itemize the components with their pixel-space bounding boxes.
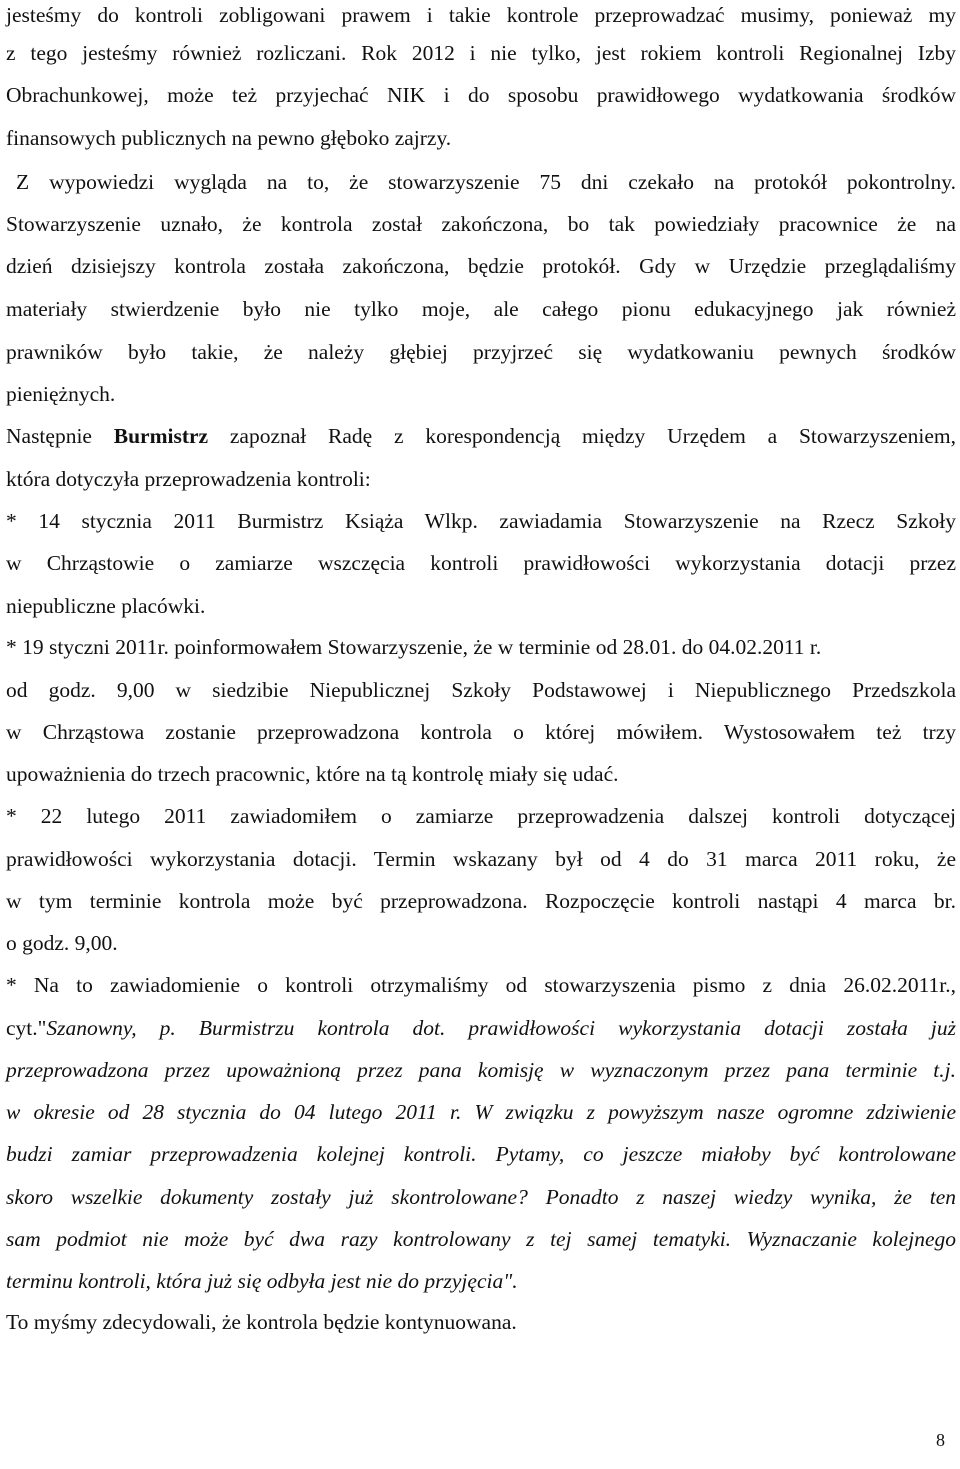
quote-line: terminu kontroli, która już się odbyła jest nie do przyjęcia". bbox=[6, 1269, 518, 1293]
body-text-line: Obrachunkowej, może też przyjechać NIK i do sposobu prawidłowego wydatkowania środków bbox=[6, 83, 956, 107]
body-text-line: w tym terminie kontrola może być przeprowadzona. Rozpoczęcie kontroli nastąpi 4 marca br. bbox=[6, 889, 956, 913]
body-text-line: która dotyczyła przeprowadzenia kontroli: bbox=[6, 467, 371, 491]
list-item-line: * Na to zawiadomienie o kontroli otrzymaliśmy od stowarzyszenia pismo z dnia 26.02.2011r., bbox=[6, 973, 956, 997]
quoted-text: Szanowny, p. Burmistrzu kontrola dot. prawidłowości wykorzystania dotacji została już bbox=[46, 1016, 956, 1040]
text-run: Następnie bbox=[6, 424, 114, 448]
quote-line: budzi zamiar przeprowadzenia kolejnej kontroli. Pytamy, co jeszcze miałoby być kontrolowane bbox=[6, 1142, 956, 1166]
burmistrz-bold: Burmistrz bbox=[113, 424, 209, 448]
body-text-line: w Chrząstowa zostanie przeprowadzona kontrola o której mówiłem. Wystosowałem też trzy bbox=[6, 720, 956, 744]
list-item-line: * 22 lutego 2011 zawiadomiłem o zamiarze przeprowadzenia dalszej kontroli dotyczącej bbox=[6, 804, 956, 828]
body-text-line: w Chrząstowie o zamiarze wszczęcia kontroli prawidłowości wykorzystania dotacji przez bbox=[6, 551, 956, 575]
quote-line: przeprowadzona przez upoważnioną przez pana komisję w wyznaczonym przez pana terminie t.j. bbox=[6, 1058, 956, 1082]
body-text-line: pieniężnych. bbox=[6, 382, 116, 406]
body-text-line: prawidłowości wykorzystania dotacji. Termin wskazany był od 4 do 31 marca 2011 roku, że bbox=[6, 847, 956, 871]
quote-line: sam podmiot nie może być dwa razy kontrolowany z tej samej tematyki. Wyznaczanie kolejnego bbox=[6, 1227, 956, 1251]
body-text-line: z tego jesteśmy również rozliczani. Rok 2012 i nie tylko, jest rokiem kontroli Regionalnej Izby bbox=[6, 41, 956, 65]
quote-line: w okresie od 28 stycznia do 04 lutego 2011 r. W związku z powyższym nasze ogromne zdziwienie bbox=[6, 1100, 956, 1124]
list-item-line: * 19 styczni 2011r. poinformowałem Stowarzyszenie, że w terminie od 28.01. do 04.02.2011 r. bbox=[6, 635, 822, 659]
body-text-line: prawników było takie, że należy głębiej przyjrzeć się wydatkowaniu pewnych środków bbox=[6, 340, 956, 364]
list-item-line: * 14 stycznia 2011 Burmistrz Książa Wlkp. zawiadamia Stowarzyszenie na Rzecz Szkoły bbox=[6, 509, 956, 533]
text-run: zapoznał Radę z korespondencją między Urzędem a Stowarzyszeniem, bbox=[208, 424, 956, 448]
body-text-line: To myśmy zdecydowali, że kontrola będzie kontynuowana. bbox=[6, 1310, 517, 1334]
body-text-line: materiały stwierdzenie było nie tylko moje, ale całego pionu edukacyjnego jak również bbox=[6, 297, 956, 321]
quote-line: skoro wszelkie dokumenty zostały już skontrolowane? Ponadto z naszej wiedzy wynika, że ten bbox=[6, 1185, 956, 1209]
page-number: 8 bbox=[936, 1430, 945, 1450]
body-text-line: o godz. 9,00. bbox=[6, 931, 118, 955]
body-text-line: finansowych publicznych na pewno głęboko zajrzy. bbox=[6, 126, 452, 150]
body-text-line: od godz. 9,00 w siedzibie Niepublicznej Szkoły Podstawowej i Niepublicznego Przedszkola bbox=[6, 678, 956, 702]
quote-line bbox=[6, 1013, 956, 1043]
body-text-line: jesteśmy do kontroli zobligowani prawem i takie kontrole przeprowadzać musimy, ponieważ my bbox=[6, 3, 956, 27]
body-text-line bbox=[6, 421, 956, 451]
text-run: cyt." bbox=[6, 1016, 47, 1040]
body-text-line: Z wypowiedzi wygląda na to, że stowarzyszenie 75 dni czekało na protokół pokontrolny. bbox=[16, 170, 956, 194]
body-text-line: upoważnienia do trzech pracownic, które na tą kontrolę miały się udać. bbox=[6, 762, 619, 786]
body-text-line: niepubliczne placówki. bbox=[6, 594, 206, 618]
body-text-line: Stowarzyszenie uznało, że kontrola został zakończona, bo tak powiedziały pracownice że na bbox=[6, 212, 956, 236]
body-text-line: dzień dzisiejszy kontrola została zakończona, będzie protokół. Gdy w Urzędzie przeglądaliśmy bbox=[6, 254, 956, 278]
